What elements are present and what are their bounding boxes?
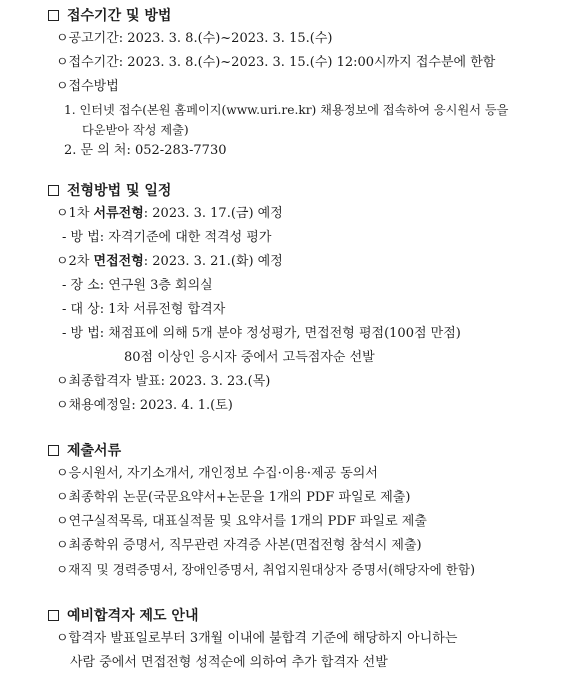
section-title: 접수기간 및 방법 [67, 8, 172, 24]
hiring-date-line: ㅇ채용예정일: 2023. 4. 1.(토) [56, 398, 233, 413]
notice-period-line: ㅇ공고기간: 2023. 3. 8.(수)~2023. 3. 15.(수) [56, 31, 333, 46]
screening-method-line: - 방 법: 자격기준에 대한 적격성 평가 [62, 230, 272, 245]
section-heading-selection-schedule [48, 181, 171, 199]
checkbox-square-icon [48, 185, 59, 196]
section-heading-application-period [48, 6, 171, 24]
interview-method-line: - 방 법: 채점표에 의해 5개 분야 정성평가, 면접전형 평점(100점 만점) [62, 326, 461, 341]
checkbox-square-icon [48, 445, 59, 456]
checkbox-square-icon [48, 610, 59, 621]
required-document-item: ㅇ재직 및 경력증명서, 장애인증명서, 취업지원대상자 증명서(해당자에 한함) [56, 562, 475, 577]
section-heading-required-documents [48, 441, 121, 459]
section-title: 제출서류 [67, 443, 122, 459]
interview-place-line: - 장 소: 연구원 3층 회의실 [62, 278, 213, 293]
section-heading-reserve-candidates [48, 606, 198, 624]
application-method-line: ㅇ접수방법 [56, 79, 119, 94]
interview-target-line: - 대 상: 1차 서류전형 합격자 [62, 302, 226, 317]
section-title: 예비합격자 제도 안내 [67, 608, 199, 624]
interview-method-line-cont: 80점 이상인 응시자 중에서 고득점자순 선발 [124, 350, 375, 365]
final-announcement-line: ㅇ최종합격자 발표: 2023. 3. 23.(목) [56, 374, 271, 389]
required-document-item: ㅇ최종학위 증명서, 직무관련 자격증 사본(면접전형 참석시 제출) [56, 538, 422, 553]
section-title: 전형방법 및 일정 [67, 183, 172, 199]
online-application-line-cont: 다운받아 작성 제출) [82, 123, 189, 137]
document-screening-line: ㅇ1차 서류전형: 2023. 3. 17.(금) 예정 [56, 206, 283, 221]
reserve-candidate-line: ㅇ합격자 발표일로부터 3개월 이내에 불합격 기준에 해당하지 아니하는 [56, 631, 458, 646]
checkbox-square-icon [48, 10, 59, 21]
required-document-item: ㅇ최종학위 논문(국문요약서+논문을 1개의 PDF 파일로 제출) [56, 490, 411, 505]
required-document-item: ㅇ응시원서, 자기소개서, 개인정보 수집·이용·제공 동의서 [56, 466, 378, 481]
online-application-line: 1. 인터넷 접수(본원 홈페이지(www.uri.re.kr) 채용정보에 접속하여 응시원서 등을 [64, 103, 509, 117]
interview-line: ㅇ2차 면접전형: 2023. 3. 21.(화) 예정 [56, 254, 283, 269]
required-document-item: ㅇ연구실적목록, 대표실적물 및 요약서를 1개의 PDF 파일로 제출 [56, 514, 427, 529]
contact-line: 2. 문 의 처: 052-283-7730 [64, 143, 227, 158]
application-period-line: ㅇ접수기간: 2023. 3. 8.(수)~2023. 3. 15.(수) 12:00시까지 접수분에 한함 [56, 55, 496, 70]
reserve-candidate-line-cont: 사람 중에서 면접전형 성적순에 의하여 추가 합격자 선발 [70, 655, 388, 670]
